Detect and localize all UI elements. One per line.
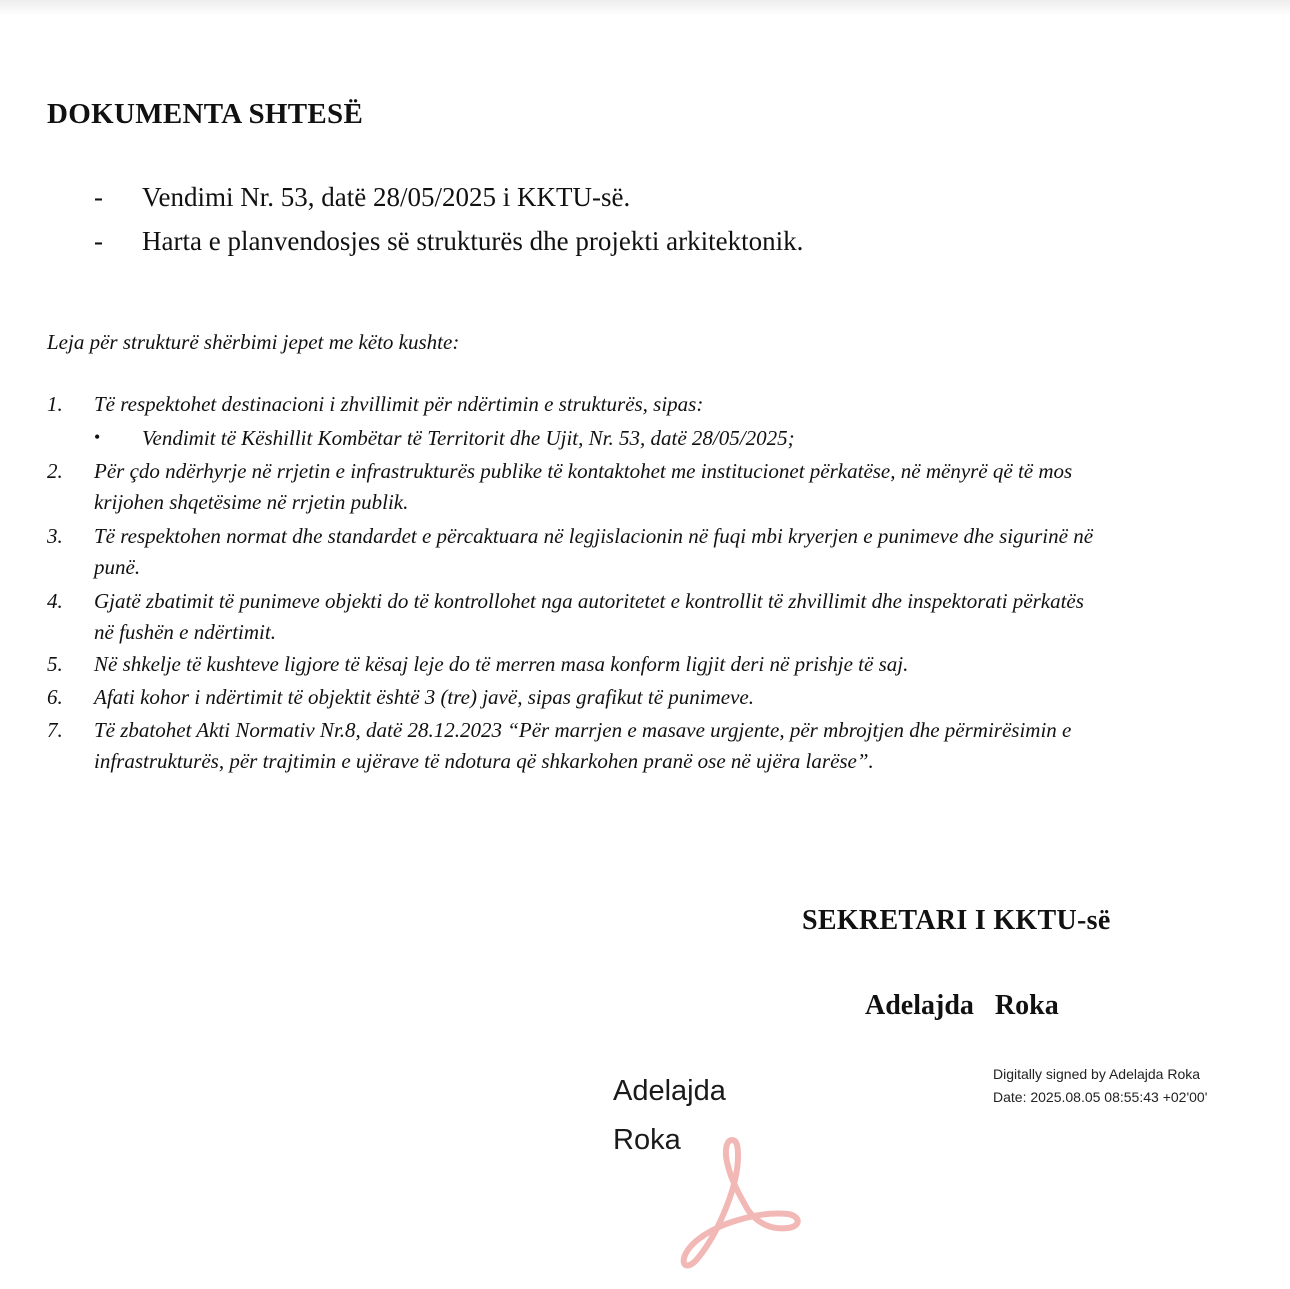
condition-number: 7. <box>47 718 63 742</box>
secretary-name: Adelajda Roka <box>865 990 1059 1021</box>
list-dash: - <box>94 226 103 256</box>
condition-number: 1. <box>47 392 63 416</box>
condition-number: 2. <box>47 459 63 483</box>
condition-bullet-text: Vendimit të Këshillit Kombëtar të Territorit dhe Ujit, Nr. 53, datë 28/05/2025; <box>142 426 795 450</box>
condition-text: Afati kohor i ndërtimit të objektit është 3 (tre) javë, sipas grafikut të punimeve. <box>94 685 754 709</box>
section-heading: DOKUMENTA SHTESË <box>47 98 364 130</box>
condition-text-line: krijohen shqetësime në rrjetin publik. <box>94 490 409 514</box>
adobe-acrobat-signature-icon <box>676 1132 802 1272</box>
bullet-icon: • <box>94 427 101 447</box>
secretary-title: SEKRETARI I KKTU-së <box>802 905 1111 936</box>
page-top-shadow <box>0 0 1290 16</box>
list-dash: - <box>94 182 103 212</box>
signer-first-name: Adelajda <box>613 1075 726 1107</box>
condition-text-line: punë. <box>94 555 141 579</box>
condition-text-line: në fushën e ndërtimit. <box>94 620 276 644</box>
condition-text-line: Të respektohen normat dhe standardet e përcaktuara në legjislacionin në fuqi mbi kryerjen e punimeve dhe sigurinë në <box>94 524 1094 548</box>
signer-last-name: Roka <box>613 1124 681 1156</box>
condition-text-line: infrastrukturës, për trajtimin e ujërave të ndotura që shkarkohen pranë ose në ujëra larëse”. <box>94 749 874 773</box>
condition-text: Të respektohet destinacioni i zhvillimit për ndërtimin e strukturës, sipas: <box>94 392 704 416</box>
condition-text: Në shkelje të kushteve ligjore të kësaj leje do të merren masa konform ligjit deri në prishje të saj. <box>94 652 909 676</box>
document-item: Vendimi Nr. 53, datë 28/05/2025 i KKTU-së. <box>142 182 631 212</box>
digital-signature-date: Date: 2025.08.05 08:55:43 +02'00' <box>993 1089 1208 1105</box>
condition-number: 3. <box>47 524 63 548</box>
condition-text-line: Gjatë zbatimit të punimeve objekti do të kontrollohet nga autoritetet e kontrollit të zhvillimit dhe inspektorati përkatës <box>94 589 1084 613</box>
condition-number: 5. <box>47 652 63 676</box>
condition-number: 6. <box>47 685 63 709</box>
document-item: Harta e planvendosjes së strukturës dhe projekti arkitektonik. <box>142 226 804 256</box>
condition-number: 4. <box>47 589 63 613</box>
digital-signature-line: Digitally signed by Adelajda Roka <box>993 1066 1201 1082</box>
condition-text-line: Të zbatohet Akti Normativ Nr.8, datë 28.12.2023 “Për marrjen e masave urgjente, për mbrojtjen dhe përmirësimin e <box>94 718 1072 742</box>
condition-text-line: Për çdo ndërhyrje në rrjetin e infrastrukturës publike të kontaktohet me institucionet përkatëse, në mënyrë që të mos <box>94 459 1073 483</box>
conditions-intro: Leja për strukturë shërbimi jepet me këto kushte: <box>47 330 460 354</box>
